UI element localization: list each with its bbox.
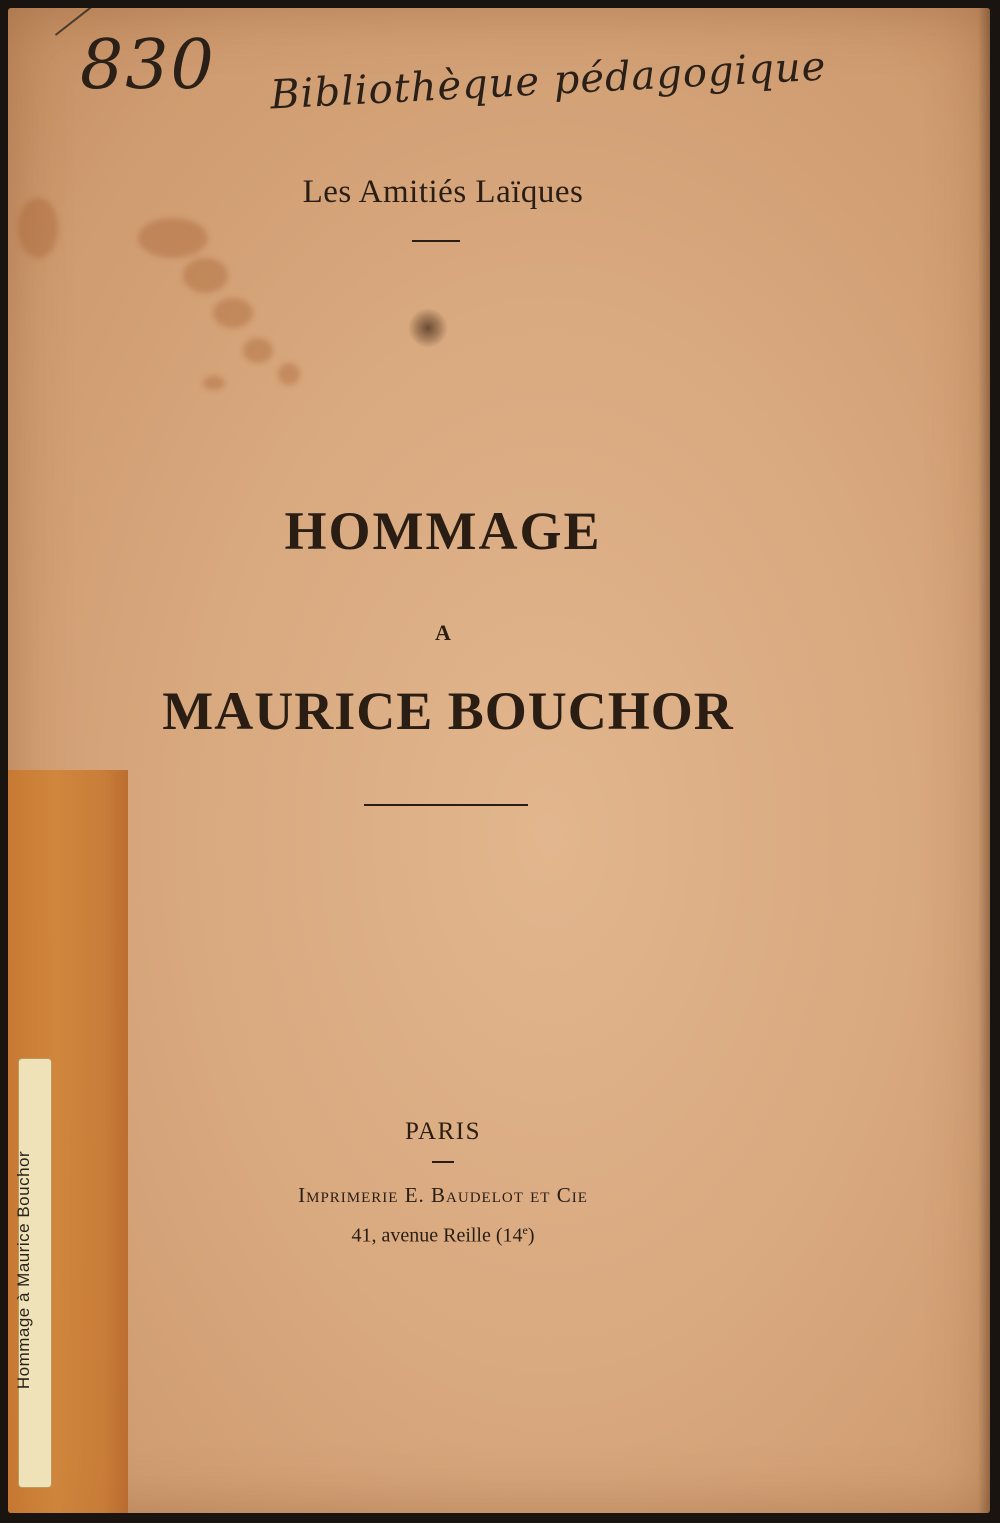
spine-label-text: Hommage à Maurice Bouchor — [14, 1150, 33, 1390]
printer-name: Imprimerie E. Baudelot et Cie — [298, 1183, 588, 1207]
address-end: ) — [527, 1224, 535, 1247]
stain-mark — [183, 258, 228, 293]
stain-mark — [243, 338, 273, 363]
stain-mark — [203, 376, 225, 390]
book-cover — [8, 8, 990, 1513]
divider-rule — [412, 240, 460, 242]
title-hommage: HOMMAGE — [284, 501, 602, 561]
ink-blot — [408, 308, 448, 348]
catalog-number: 830 — [80, 26, 216, 105]
address-main: 41, avenue Reille (14 — [351, 1224, 523, 1247]
divider-rule — [432, 1161, 454, 1163]
divider-rule — [364, 804, 528, 806]
publication-city: PARIS — [404, 1118, 482, 1145]
printer-address — [8, 1223, 878, 1248]
title-name: MAURICE BOUCHOR — [162, 681, 734, 741]
stain-mark — [138, 218, 208, 258]
library-note: Bibliothèque pédagogique — [269, 43, 828, 119]
page-edge — [978, 8, 990, 1513]
stain-mark — [213, 298, 253, 328]
address-superscript: e — [522, 1223, 528, 1237]
title-preposition: A — [435, 620, 451, 645]
stain-mark — [278, 363, 300, 385]
society-name: Les Amitiés Laïques — [302, 174, 584, 210]
